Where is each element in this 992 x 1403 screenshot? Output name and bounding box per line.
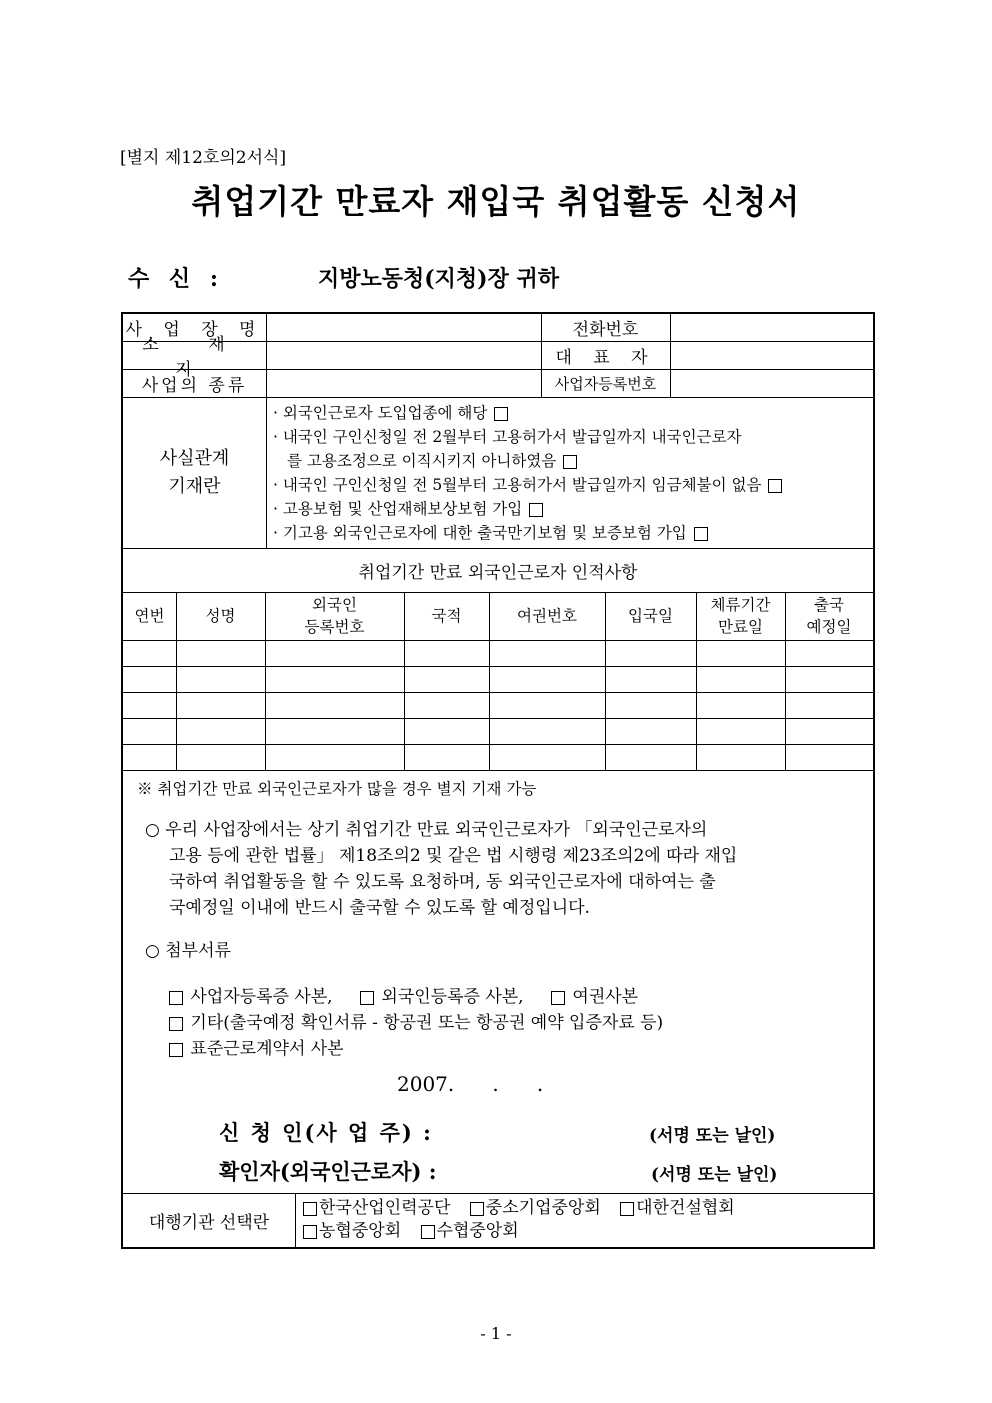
table-cell[interactable] — [176, 744, 265, 770]
table-cell[interactable] — [265, 692, 404, 718]
table-cell[interactable] — [123, 718, 176, 744]
table-cell[interactable] — [123, 666, 176, 692]
table-cell[interactable] — [785, 666, 873, 692]
checkbox[interactable] — [303, 1225, 317, 1239]
checkbox[interactable] — [494, 407, 508, 421]
checkbox[interactable] — [470, 1202, 484, 1216]
application-date: 2007. . . — [397, 1072, 544, 1096]
column-header: 출국 예정일 — [806, 596, 852, 636]
table-divider — [123, 770, 873, 771]
table-cell[interactable] — [404, 640, 489, 666]
table-cell[interactable] — [123, 640, 176, 666]
paragraph-line: ○ 우리 사업장에서는 상기 취업기간 만료 외국인근로자가 「외국인근로자의 — [145, 820, 708, 840]
fact-item: · 기고용 외국인근로자에 대한 출국만기보험 및 보증보험 가입 — [273, 521, 873, 545]
agency-option-line: 농협중앙회 수협중앙회 — [301, 1220, 873, 1243]
table-cell[interactable] — [785, 640, 873, 666]
table-cell[interactable] — [489, 718, 605, 744]
checkbox[interactable] — [551, 991, 565, 1005]
table-cell[interactable] — [605, 666, 696, 692]
table-cell[interactable] — [404, 666, 489, 692]
attachment-line: 기타(출국예정 확인서류 - 항공권 또는 항공권 예약 입증자료 등) — [167, 1010, 867, 1036]
paragraph-line: 고용 등에 관한 법률」 제18조의2 및 같은 법 시행령 제23조의2에 따라 재입 — [169, 846, 738, 866]
business-type-field[interactable] — [266, 369, 541, 397]
checkbox[interactable] — [529, 503, 543, 517]
business-name-label: 사 업 장 명 — [125, 320, 264, 340]
table-cell[interactable] — [265, 718, 404, 744]
checkbox[interactable] — [360, 991, 374, 1005]
attachment-line: 사업자등록증 사본, 외국인등록증 사본, 여권사본 — [167, 984, 867, 1010]
address-label: 소 재 지 — [142, 335, 247, 380]
regno-field[interactable] — [670, 369, 873, 397]
agency-option-line: 한국산업인력공단 중소기업중앙회 대한건설협회 — [301, 1197, 873, 1220]
checkbox[interactable] — [169, 1043, 183, 1057]
table-cell[interactable] — [265, 744, 404, 770]
fact-item: · 고용보험 및 산업재해보상보험 가입 — [273, 497, 873, 521]
table-cell[interactable] — [696, 692, 785, 718]
column-header: 입국일 — [628, 607, 673, 625]
checkbox[interactable] — [768, 479, 782, 493]
facts-checklist — [273, 401, 873, 545]
checkbox[interactable] — [303, 1202, 317, 1216]
page-number: - 1 - — [480, 1324, 512, 1343]
facts-label-line1: 사실관계 — [159, 447, 230, 469]
phone-label: 전화번호 — [572, 320, 639, 340]
table-cell[interactable] — [605, 718, 696, 744]
column-header: 연번 — [134, 607, 165, 625]
paragraph-line: 국하여 취업활동을 할 수 있도록 요청하며, 동 외국인근로자에 대하여는 출 — [169, 872, 716, 892]
fact-item: · 외국인근로자 도입업종에 해당 — [273, 401, 873, 425]
workers-section-title: 취업기간 만료 외국인근로자 인적사항 — [358, 562, 638, 583]
business-type-label: 사업의 종류 — [141, 375, 248, 396]
table-cell[interactable] — [605, 640, 696, 666]
column-header: 성명 — [205, 607, 236, 625]
checkbox[interactable] — [421, 1225, 435, 1239]
request-paragraph — [145, 817, 855, 921]
representative-label: 대 표 자 — [555, 347, 656, 368]
confirmer-label: 확인자(외국인근로자) : — [219, 1159, 437, 1184]
attachments-title: ○ 첨부서류 — [145, 941, 231, 961]
checkbox[interactable] — [620, 1202, 634, 1216]
table-cell[interactable] — [489, 666, 605, 692]
paragraph-line: 국예정일 이내에 반드시 출국할 수 있도록 할 예정입니다. — [169, 898, 590, 918]
fact-item: · 내국인 구인신청일 전 2월부터 고용허가서 발급일까지 내국인근로자 — [273, 428, 742, 446]
table-cell[interactable] — [785, 692, 873, 718]
table-cell[interactable] — [605, 744, 696, 770]
table-cell[interactable] — [489, 640, 605, 666]
phone-field[interactable] — [670, 314, 873, 341]
business-name-field[interactable] — [266, 314, 541, 341]
facts-label-line2: 기재란 — [168, 475, 221, 497]
facts-label — [123, 397, 266, 548]
column-header: 여권번호 — [517, 607, 577, 625]
table-cell[interactable] — [605, 692, 696, 718]
table-cell[interactable] — [176, 666, 265, 692]
representative-field[interactable] — [670, 341, 873, 369]
table-cell[interactable] — [696, 744, 785, 770]
fact-item: · 내국인 구인신청일 전 5월부터 고용허가서 발급일까지 임금체불이 없음 — [273, 473, 873, 497]
agency-options — [301, 1197, 873, 1243]
agency-label: 대행기관 선택란 — [148, 1212, 270, 1233]
table-cell[interactable] — [696, 640, 785, 666]
table-cell[interactable] — [176, 718, 265, 744]
table-cell[interactable] — [404, 744, 489, 770]
table-cell[interactable] — [696, 666, 785, 692]
table-cell[interactable] — [123, 692, 176, 718]
applicant-sign-note[interactable]: (서명 또는 날인) — [649, 1126, 776, 1146]
column-header: 외국인 등록번호 — [304, 596, 365, 636]
page-title: 취업기간 만료자 재입국 취업활동 신청서 — [191, 182, 801, 221]
applicant-label: 신 청 인(사 업 주) : — [219, 1120, 433, 1145]
table-cell[interactable] — [696, 718, 785, 744]
table-cell[interactable] — [265, 640, 404, 666]
separate-sheet-note: ※ 취업기간 만료 외국인근로자가 많을 경우 별지 기재 가능 — [137, 780, 537, 798]
table-cell[interactable] — [176, 640, 265, 666]
attachment-line: 표준근로계약서 사본 — [167, 1036, 867, 1062]
recipient-label: 수 신 : — [128, 266, 224, 292]
table-cell[interactable] — [785, 744, 873, 770]
recipient — [128, 262, 559, 293]
address-field[interactable] — [266, 341, 541, 369]
table-cell[interactable] — [489, 692, 605, 718]
table-cell[interactable] — [404, 718, 489, 744]
column-header: 체류기간 만료일 — [710, 596, 771, 636]
column-header: 국적 — [431, 607, 462, 625]
checkbox[interactable] — [694, 527, 708, 541]
attachments-list — [167, 984, 867, 1062]
table-cell[interactable] — [123, 744, 176, 770]
checkbox[interactable] — [169, 991, 183, 1005]
fact-item: 를 고용조정으로 이직시키지 아니하였음 — [273, 449, 873, 473]
confirmer-sign-note[interactable]: (서명 또는 날인) — [651, 1165, 778, 1185]
application-form — [121, 312, 875, 1249]
recipient-value: 지방노동청(지청)장 귀하 — [318, 266, 559, 292]
table-cell[interactable] — [265, 666, 404, 692]
table-cell[interactable] — [785, 718, 873, 744]
table-cell[interactable] — [176, 692, 265, 718]
checkbox[interactable] — [563, 455, 577, 469]
table-cell[interactable] — [489, 744, 605, 770]
form-number: [별지 제12호의2서식] — [120, 148, 287, 168]
checkbox[interactable] — [169, 1017, 183, 1031]
table-cell[interactable] — [404, 692, 489, 718]
regno-label: 사업자등록번호 — [554, 374, 657, 393]
